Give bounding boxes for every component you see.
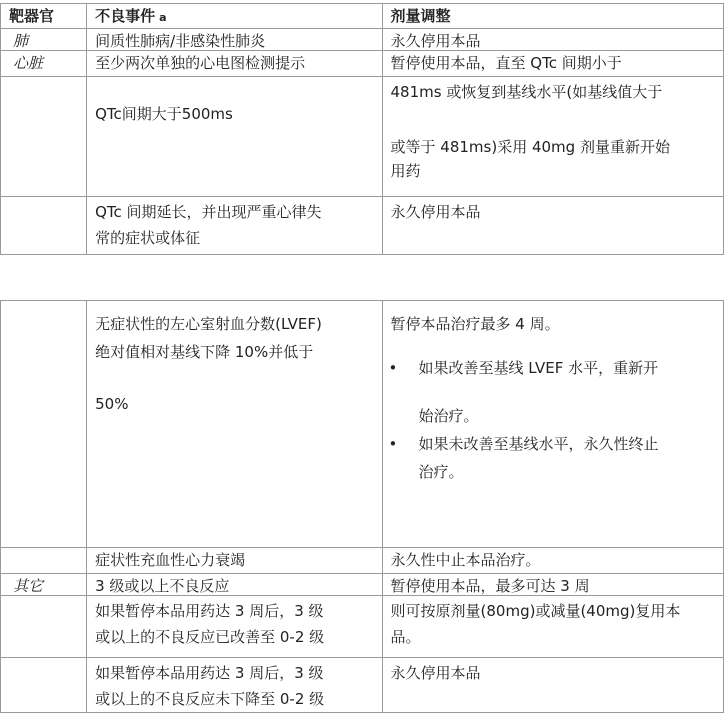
dose-cell: 暂停使用本品，最多可达 3 周	[382, 574, 723, 596]
dose-cell: 永久停用本品	[382, 29, 723, 51]
dose-cell: 暂停使用本品，直至 QTc 间期小于	[382, 51, 723, 77]
table-row	[1, 51, 724, 77]
organ-cell	[1, 548, 87, 574]
event-cell: 症状性充血性心力衰竭	[87, 548, 382, 574]
event-cell: 如果暂停本品用药达 3 周后，3 级 或以上的不良反应未下降至 0-2 级	[87, 658, 382, 713]
dose-cell: 481ms 或恢复到基线水平(如基线值大于 或等于 481ms)采用 40mg 剂量重新开始 用药	[382, 77, 723, 197]
bullet-dot-icon: •	[388, 359, 398, 377]
dose-cell: 永久停用本品	[382, 197, 723, 255]
header-organ: 靶器官	[1, 4, 87, 29]
organ-cell	[1, 77, 87, 197]
header-event: 不良事件 a	[87, 4, 382, 29]
organ-cell: 其它	[1, 574, 87, 596]
table-row	[1, 29, 724, 51]
event-cell: 3 级或以上不良反应	[87, 574, 382, 596]
footnote-marker: a	[159, 11, 167, 24]
dose-cell: 暂停本品治疗最多 4 周。 • 如果改善至基线 LVEF 水平，重新开 始治疗。 • 如果未改善至基线水平，永久性终止 治疗。	[382, 301, 723, 548]
organ-cell: 肺	[1, 29, 87, 51]
event-cell: 无症状性的左心室射血分数(LVEF) 绝对值相对基线下降 10%并低于 50%	[87, 301, 382, 548]
organ-cell	[1, 197, 87, 255]
table-row	[1, 574, 724, 596]
table-row	[1, 658, 724, 713]
bullet-dot-icon: •	[388, 435, 398, 453]
header-dose: 剂量调整	[382, 4, 723, 29]
organ-cell	[1, 301, 87, 548]
organ-cell	[1, 658, 87, 713]
event-cell: QTc间期大于500ms	[87, 77, 382, 197]
table-row	[1, 301, 724, 548]
organ-cell: 心脏	[1, 51, 87, 77]
dose-cell: 则可按原剂量(80mg)或减量(40mg)复用本 品。	[382, 596, 723, 658]
event-cell: 至少两次单独的心电图检测提示	[87, 51, 382, 77]
event-cell: QTc 间期延长，并出现严重心律失 常的症状或体征	[87, 197, 382, 255]
dose-adjustment-table-part1	[0, 3, 724, 255]
organ-cell	[1, 596, 87, 658]
event-cell: 如果暂停本品用药达 3 周后，3 级 或以上的不良反应已改善至 0-2 级	[87, 596, 382, 658]
bullet-item: • 如果未改善至基线水平，永久性终止 治疗。	[383, 425, 723, 481]
event-cell: 间质性肺病/非感染性肺炎	[87, 29, 382, 51]
table-row	[1, 77, 724, 197]
dose-cell: 永久性中止本品治疗。	[382, 548, 723, 574]
dose-cell: 永久停用本品	[382, 658, 723, 713]
table-row	[1, 548, 724, 574]
table-row	[1, 197, 724, 255]
dose-adjustment-table-part2	[0, 300, 724, 713]
table-row	[1, 596, 724, 658]
table-header-row	[1, 4, 724, 29]
bullet-item: • 如果改善至基线 LVEF 水平，重新开 始治疗。	[383, 333, 723, 425]
